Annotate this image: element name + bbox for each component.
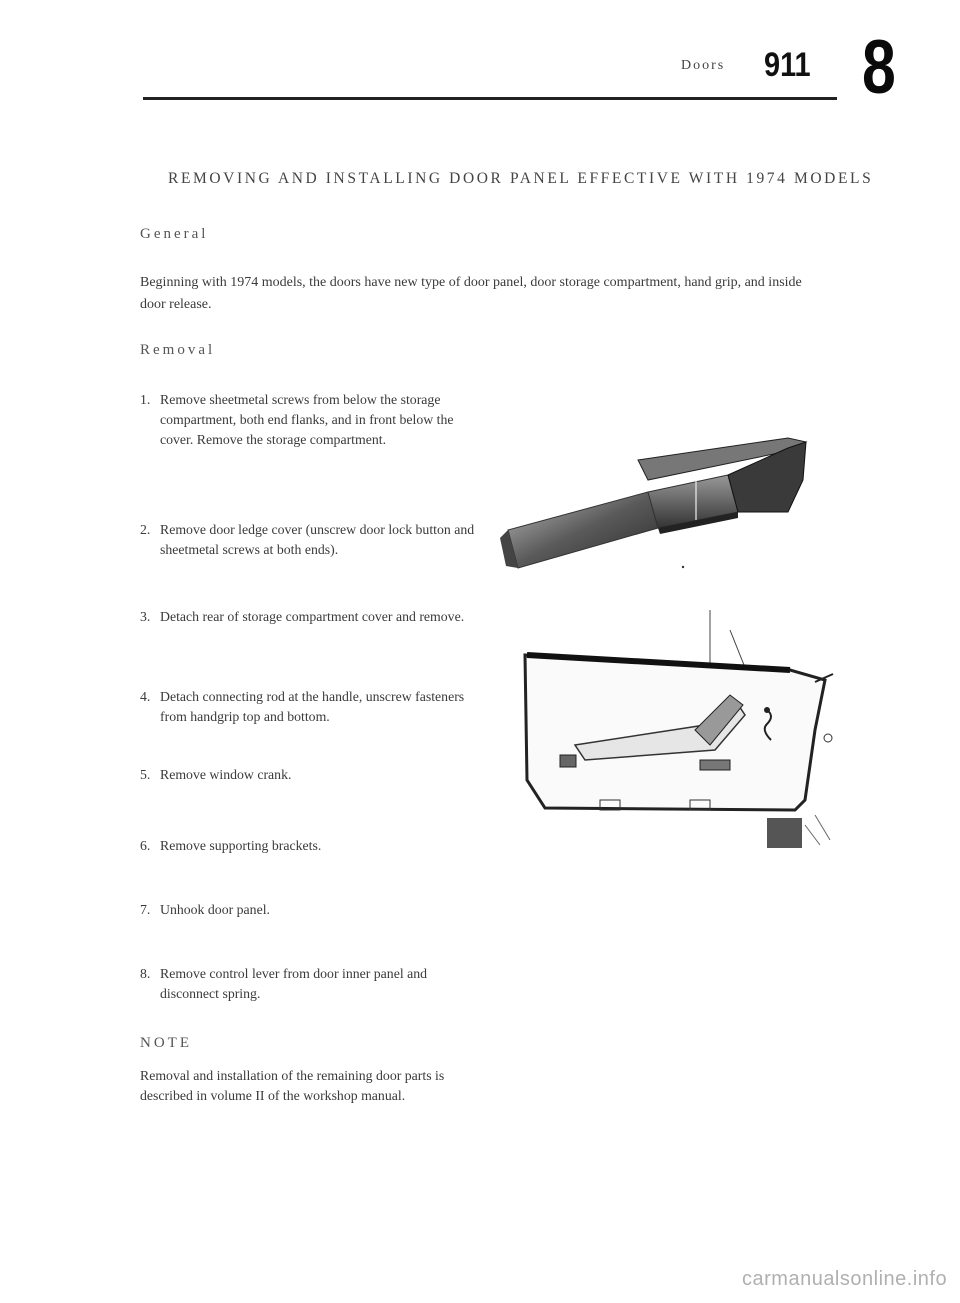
step-number: 5. <box>140 767 151 782</box>
note-heading: NOTE <box>140 1035 192 1051</box>
step-number: 8. <box>140 966 151 981</box>
step-text: Remove window crank. <box>160 767 292 782</box>
step-text: Remove control lever from door inner panel and disconnect spring. <box>160 966 428 1001</box>
step-text: Remove supporting brackets. <box>160 838 322 853</box>
step-number: 6. <box>140 838 151 853</box>
step-number: 1. <box>140 392 151 407</box>
step-text: Remove sheetmetal screws from below the storage compartment, both end flanks, and in front below the cover. Remove the storage compartment. <box>160 392 454 447</box>
model-number: 911 <box>764 46 811 84</box>
step-text: Detach rear of storage compartment cover and remove. <box>160 609 465 624</box>
page-title: REMOVING AND INSTALLING DOOR PANEL EFFECTIVE WITH 1974 MODELS <box>168 170 874 187</box>
step-text: Remove door ledge cover (unscrew door lock button and sheetmetal screws at both ends). <box>160 522 475 557</box>
removal-step-4 <box>140 687 480 727</box>
section-number: 8 <box>862 25 896 110</box>
note-text: Removal and installation of the remaining door parts is described in volume II of the workshop manual. <box>140 1068 445 1103</box>
removal-step-1 <box>140 390 480 450</box>
watermark-text: carmanualsonline.info <box>742 1268 948 1290</box>
step-number: 7. <box>140 902 151 917</box>
general-text: Beginning with 1974 models, the doors have new type of door panel, door storage compartment, hand grip, and inside door release. <box>140 275 802 312</box>
storage-compartment-illustration <box>488 420 828 580</box>
removal-step-3 <box>140 607 480 627</box>
removal-step-6 <box>140 836 480 856</box>
door-panel-illustration <box>505 610 845 850</box>
general-heading: General <box>140 226 209 242</box>
removal-heading: Removal <box>140 342 216 358</box>
removal-step-2 <box>140 520 480 560</box>
step-number: 2. <box>140 522 151 537</box>
removal-step-8 <box>140 964 480 1004</box>
header-rule <box>143 97 837 100</box>
step-number: 4. <box>140 689 151 704</box>
removal-step-5 <box>140 765 480 785</box>
chapter-label: Doors <box>681 58 726 73</box>
removal-step-7 <box>140 900 480 920</box>
step-text: Unhook door panel. <box>160 902 270 917</box>
step-number: 3. <box>140 609 151 624</box>
step-text: Detach connecting rod at the handle, unscrew fasteners from handgrip top and bottom. <box>160 689 465 724</box>
